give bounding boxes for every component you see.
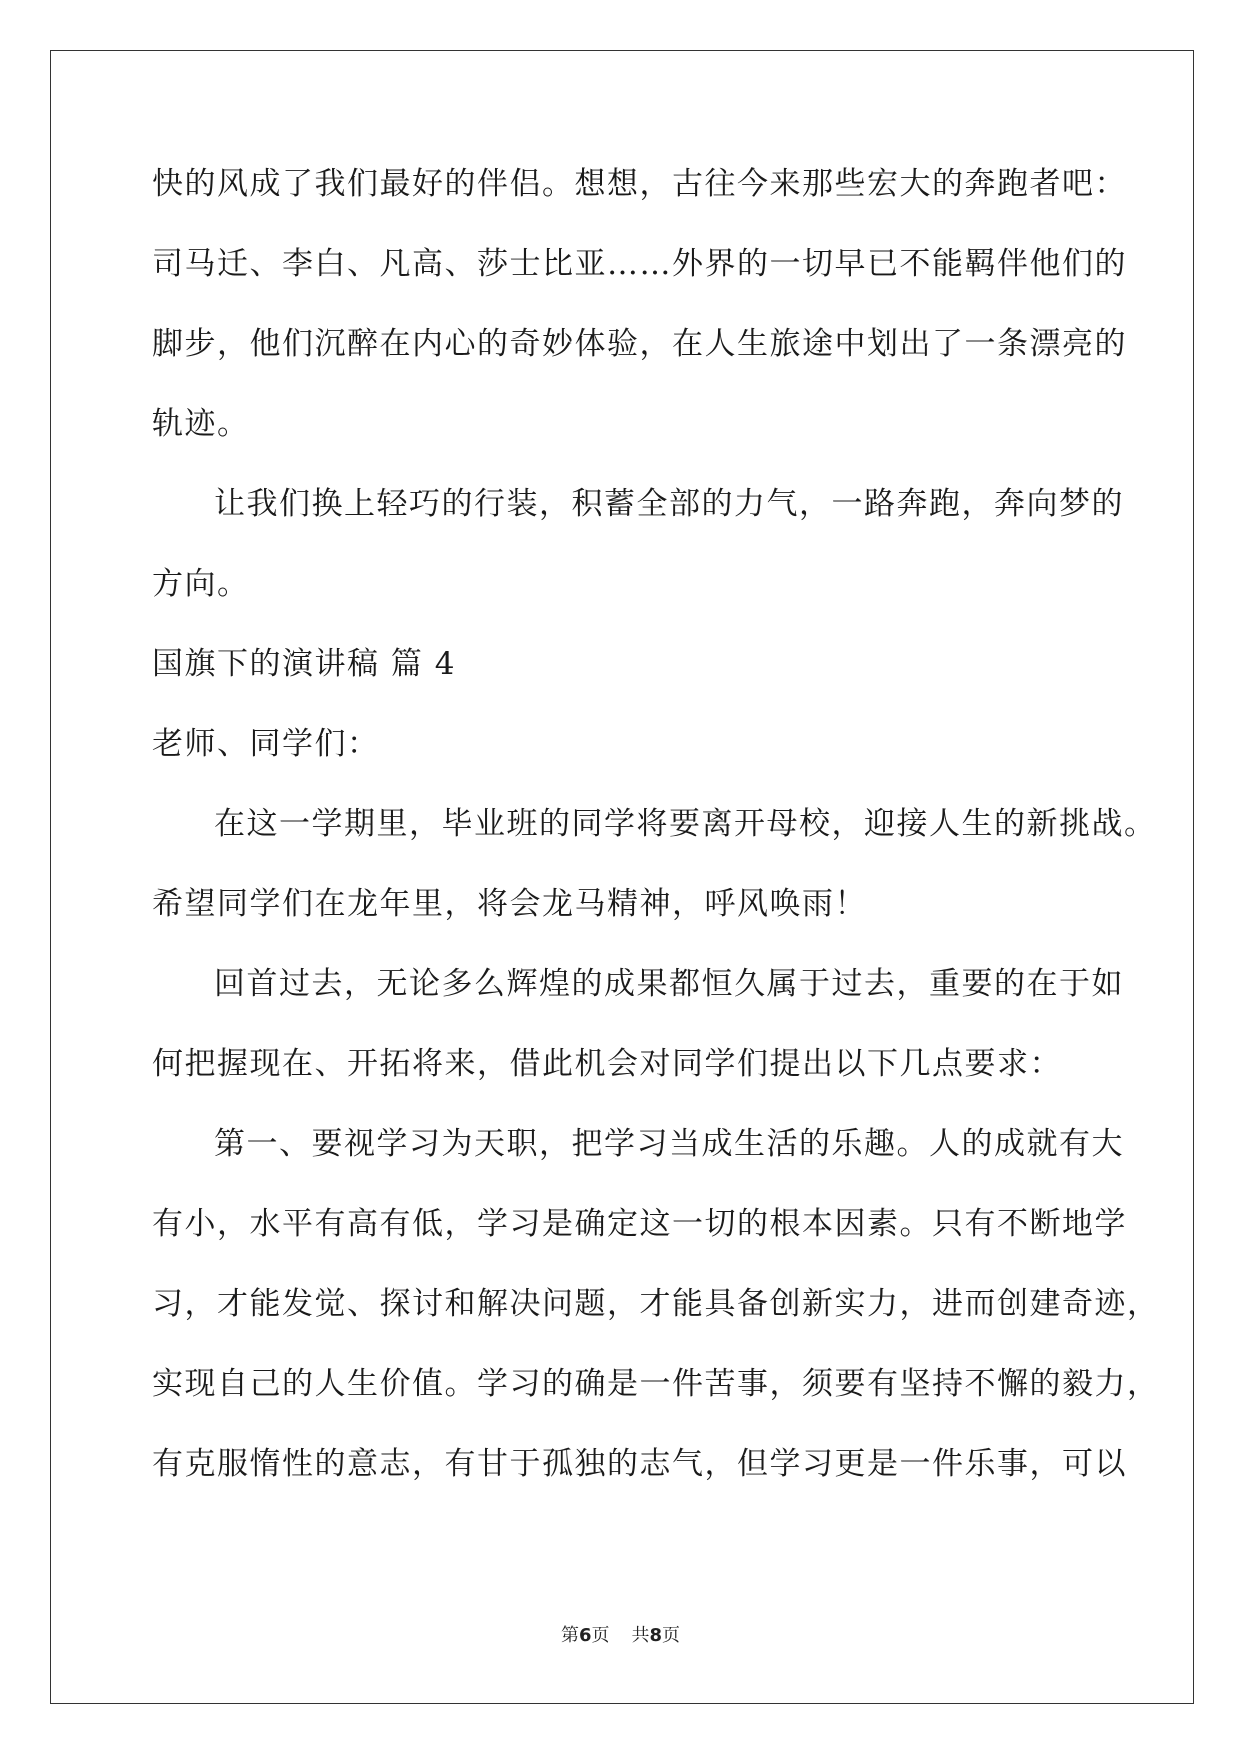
paragraph-line: 方向。 <box>152 566 250 602</box>
current-page-number: 6 <box>578 1625 592 1646</box>
paragraph-line: 习，才能发觉、探讨和解决问题，才能具备创新实力，进而创建奇迹， <box>152 1286 1160 1322</box>
paragraph-line: 回首过去，无论多么辉煌的成果都恒久属于过去，重要的在于如 <box>214 966 1124 1002</box>
paragraph-line: 有克服惰性的意志，有甘于孤独的志气，但学习更是一件乐事，可以 <box>152 1446 1127 1482</box>
paragraph-line: 希望同学们在龙年里，将会龙马精神，呼风唤雨！ <box>152 886 867 922</box>
paragraph-line: 在这一学期里，毕业班的同学将要离开母校，迎接人生的新挑战。 <box>214 806 1157 842</box>
page-prefix: 第 <box>560 1625 579 1646</box>
section-heading: 国旗下的演讲稿 篇 4 <box>152 646 456 682</box>
total-prefix: 共 <box>631 1625 650 1646</box>
paragraph-line: 快的风成了我们最好的伴侣。想想，古往今来那些宏大的奔跑者吧： <box>152 166 1127 202</box>
paragraph-line: 何把握现在、开拓将来，借此机会对同学们提出以下几点要求： <box>152 1046 1062 1082</box>
total-suffix: 页 <box>662 1625 681 1646</box>
paragraph-line: 让我们换上轻巧的行装，积蓄全部的力气，一路奔跑，奔向梦的 <box>214 486 1124 522</box>
paragraph-line: 第一、要视学习为天职，把学习当成生活的乐趣。人的成就有大 <box>214 1126 1124 1162</box>
document-body <box>152 160 1160 1520</box>
paragraph-line: 有小，水平有高有低，学习是确定这一切的根本因素。只有不断地学 <box>152 1206 1127 1242</box>
total-pages-number: 8 <box>649 1625 663 1646</box>
salutation: 老师、同学们： <box>152 726 380 762</box>
page-footer <box>0 1621 1241 1647</box>
paragraph-line: 轨迹。 <box>152 406 250 442</box>
paragraph-line: 脚步，他们沉醉在内心的奇妙体验，在人生旅途中划出了一条漂亮的 <box>152 326 1127 362</box>
page-suffix: 页 <box>591 1625 610 1646</box>
paragraph-line: 实现自己的人生价值。学习的确是一件苦事，须要有坚持不懈的毅力， <box>152 1366 1160 1402</box>
paragraph-line: 司马迁、李白、凡高、莎士比亚……外界的一切早已不能羁伴他们的 <box>152 246 1127 282</box>
